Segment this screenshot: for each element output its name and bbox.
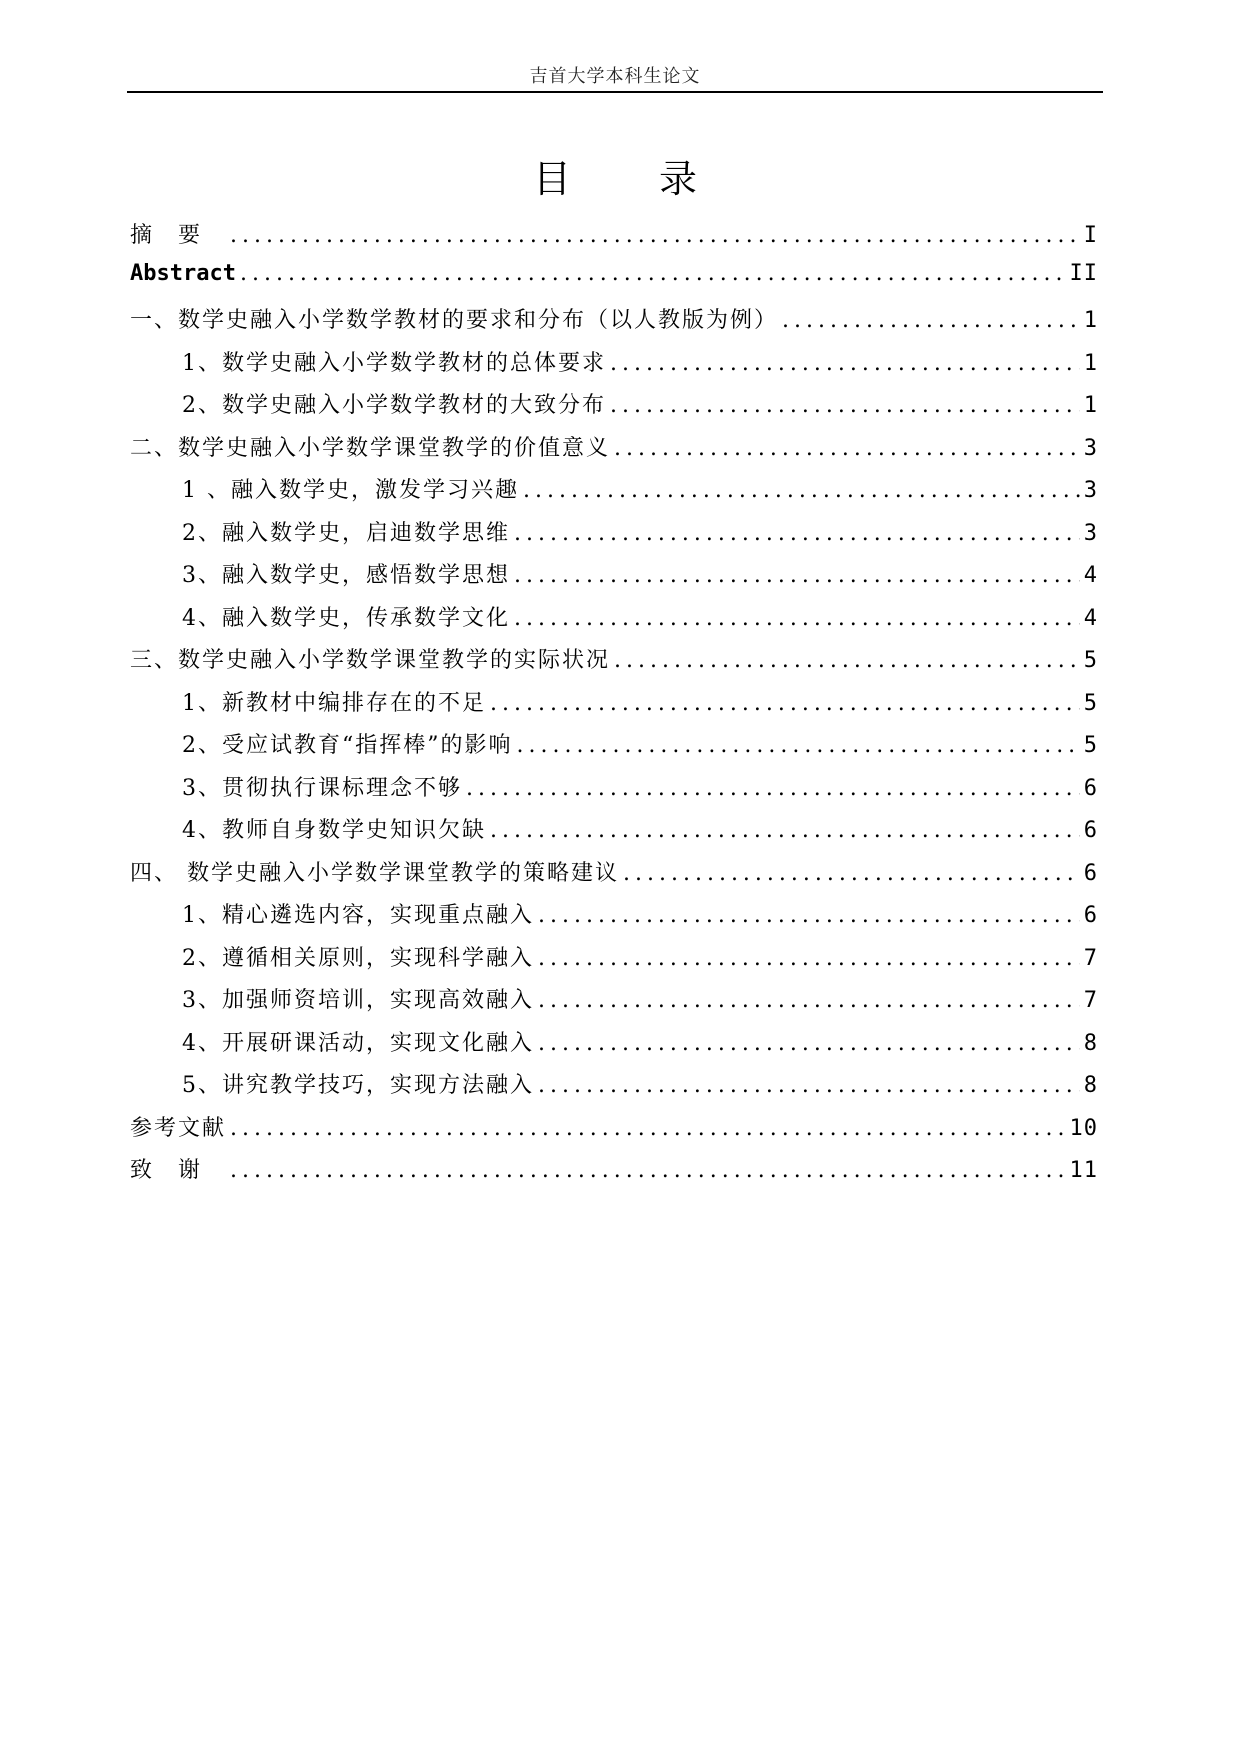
dot-leader [782,308,1080,333]
toc-entry-label: 1、精心遴选内容，实现重点融入 [182,903,534,928]
toc-entry-acknowledgements[interactable] [130,1153,1098,1196]
running-header: 吉首大学本科生论文 [529,66,701,87]
toc-list [130,218,1098,1196]
toc-entry-label: 4、融入数学史，传承数学文化 [182,605,510,631]
toc-entry-chapter-4[interactable] [130,856,1098,899]
toc-entry-page: 11 [1069,1158,1098,1183]
dot-leader [230,223,1080,248]
toc-entry-label: 致谢 [130,1158,227,1183]
toc-entry-page: 7 [1083,945,1098,971]
toc-entry-label: Abstract [130,260,236,286]
dot-leader [490,691,1080,716]
toc-entry-page: 5 [1083,690,1098,716]
toc-entry-page: 1 [1083,308,1098,333]
toc-entry-section-4-4[interactable] [130,1026,1098,1069]
toc-entry-section-2-3[interactable] [130,558,1098,601]
toc-entry-section-3-1[interactable] [130,686,1098,729]
toc-entry-page: 5 [1083,648,1098,673]
dot-leader [623,861,1080,886]
toc-entry-label: 4、教师自身数学史知识欠缺 [182,818,486,843]
dot-leader [230,1116,1065,1141]
toc-entry-page: 7 [1083,988,1098,1013]
toc-entry-section-4-2[interactable] [130,941,1098,984]
toc-entry-section-4-3[interactable] [130,983,1098,1026]
dot-leader [614,436,1080,461]
toc-entry-page: 3 [1083,520,1098,546]
toc-entry-label: 1、数学史融入小学数学教材的总体要求 [182,350,606,376]
dot-leader [614,648,1080,673]
toc-entry-label: 3、融入数学史，感悟数学思想 [182,563,510,588]
toc-entry-label: 四、 数学史融入小学数学课堂教学的策略建议 [130,860,619,886]
toc-entry-page: 4 [1083,605,1098,631]
dot-leader [514,563,1080,588]
toc-entry-label: 2、数学史融入小学数学教材的大致分布 [182,393,606,418]
toc-entry-label: 2、融入数学史，启迪数学思维 [182,520,510,546]
toc-entry-chapter-1[interactable] [130,303,1098,346]
toc-entry-label: 2、受应试教育“指挥棒”的影响 [182,733,513,758]
toc-entry-label: 3、贯彻执行课标理念不够 [182,775,462,801]
toc-entry-page: 6 [1083,860,1098,886]
toc-entry-label: 5、讲究教学技巧，实现方法融入 [182,1073,534,1098]
toc-entry-label: 1、新教材中编排存在的不足 [182,690,486,716]
toc-entry-section-1-1[interactable] [130,346,1098,389]
dot-leader [514,521,1080,546]
toc-entry-page: 8 [1083,1073,1098,1098]
toc-entry-section-1-2[interactable] [130,388,1098,431]
toc-entry-label: 三、数学史融入小学数学课堂教学的实际状况 [130,648,611,673]
toc-entry-page: 6 [1083,775,1098,801]
toc-title: 目 录 [532,157,736,201]
toc-entry-page: 8 [1083,1030,1098,1056]
toc-entry-label: 4、开展研课活动，实现文化融入 [182,1030,534,1056]
dot-leader [538,903,1080,928]
dot-leader [610,393,1080,418]
toc-entry-page: I [1083,223,1098,248]
toc-entry-references[interactable] [130,1111,1098,1154]
toc-entry-section-3-3[interactable] [130,771,1098,814]
dot-leader [538,1073,1080,1098]
toc-entry-label: 2、遵循相关原则，实现科学融入 [182,945,534,971]
toc-entry-label: 一、数学史融入小学数学教材的要求和分布（以人教版为例） [130,308,779,333]
dot-leader [514,606,1080,631]
toc-entry-page: 1 [1083,350,1098,376]
dot-leader [523,478,1080,503]
toc-entry-section-4-5[interactable] [130,1068,1098,1111]
toc-entry-section-4-1[interactable] [130,898,1098,941]
header-rule [127,91,1103,93]
toc-entry-chapter-3[interactable] [130,643,1098,686]
toc-entry-label: 3、加强师资培训，实现高效融入 [182,988,534,1013]
toc-entry-abstract-en[interactable] [130,261,1098,304]
dot-leader [538,988,1080,1013]
toc-entry-section-2-4[interactable] [130,601,1098,644]
dot-leader [517,733,1080,758]
toc-entry-section-3-2[interactable] [130,728,1098,771]
toc-entry-abstract-cn[interactable] [130,218,1098,261]
toc-entry-page: 10 [1069,1115,1098,1141]
toc-entry-page: 6 [1083,903,1098,928]
toc-entry-label: 二、数学史融入小学数学课堂教学的价值意义 [130,435,611,461]
dot-leader [240,261,1066,286]
toc-entry-page: 6 [1083,818,1098,843]
toc-entry-label: 参考文献 [130,1115,227,1141]
toc-entry-page: II [1069,260,1098,286]
toc-entry-page: 3 [1083,478,1098,503]
toc-entry-label: 1 、融入数学史，激发学习兴趣 [182,478,519,503]
dot-leader [230,1158,1065,1183]
dot-leader [610,351,1080,376]
dot-leader [538,946,1080,971]
toc-entry-page: 1 [1083,393,1098,418]
toc-entry-section-2-2[interactable] [130,516,1098,559]
toc-entry-page: 3 [1083,435,1098,461]
dot-leader [466,776,1080,801]
toc-entry-section-3-4[interactable] [130,813,1098,856]
toc-entry-page: 4 [1083,563,1098,588]
toc-entry-section-2-1[interactable] [130,473,1098,516]
dot-leader [490,818,1080,843]
toc-entry-page: 5 [1083,733,1098,758]
toc-entry-label: 摘要 [130,223,227,248]
toc-entry-chapter-2[interactable] [130,431,1098,474]
dot-leader [538,1031,1080,1056]
